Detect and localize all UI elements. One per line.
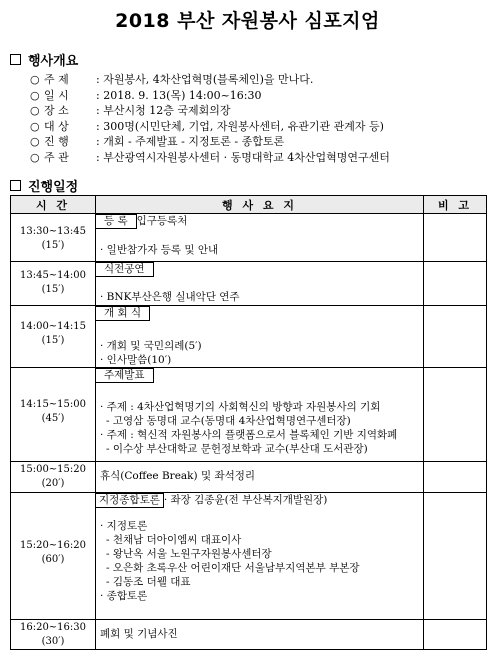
schedule-table: [10, 195, 487, 650]
note-cell: [424, 262, 487, 306]
table-row: [11, 462, 487, 493]
circle-bullet-icon: ○: [30, 104, 40, 118]
table-row: [11, 493, 487, 620]
note-cell: [424, 368, 487, 462]
program-cell: 폐회 및 기념사진: [96, 620, 424, 650]
column-header: 시 간: [11, 196, 96, 214]
overview-item: ○ 장 소 : 부산시청 12층 국제회의장: [30, 104, 231, 118]
note-cell: [424, 306, 487, 368]
session-tag: 개 회 식: [95, 306, 150, 321]
circle-bullet-icon: ○: [30, 73, 40, 86]
table-row: [11, 306, 487, 368]
session-tag: 등 록: [95, 214, 137, 229]
time-cell: 14:15~15:00 (45′): [11, 368, 96, 462]
page-title: 2018 부산 자원봉사 심포지엄: [115, 10, 380, 32]
circle-bullet-icon: ○: [30, 135, 40, 149]
table-row: [11, 368, 487, 462]
circle-bullet-icon: ○: [30, 88, 40, 102]
note-cell: [424, 620, 487, 650]
session-tag: 지정종합토론: [95, 493, 164, 508]
time-cell: 13:45~14:00 (15′): [11, 262, 96, 306]
table-row: [11, 262, 487, 306]
note-cell: [424, 462, 487, 493]
overview-item: ○ 일 시 : 2018. 9. 13(목) 14:00~16:30: [30, 88, 262, 102]
circle-bullet-icon: ○: [30, 150, 40, 164]
overview-item: ○ 주 제 : 자원봉사, 4차산업혁명(블록체인)을 만나다.: [30, 73, 314, 86]
table-row: [11, 214, 487, 262]
program-cell: 지정종합토론 · 좌장 김종윤(전 부산복지개발원장) · 지정토론 - 천채남 더아이엠씨 대표이사 - 왕난옥 서울 노원구자원봉사센터장 - 오은화 초록우산 어린이재단 서울남부지역본부 부본장 - 김동조 더웰 대표 · 종합토론: [96, 493, 424, 620]
time-cell: 15:20~16:20 (60′): [11, 493, 96, 620]
time-cell: 16:20~16:30 (30′): [11, 620, 96, 650]
time-cell: 14:00~14:15 (15′): [11, 306, 96, 368]
time-cell: 15:00~15:20 (20′): [11, 462, 96, 493]
note-cell: [424, 493, 487, 620]
schedule-heading: 진행일정: [10, 176, 78, 195]
session-tag: 식전공연: [95, 262, 154, 277]
column-header: 비 고: [424, 196, 487, 214]
overview-item: ○ 대 상 : 300명(시민단체, 기업, 자원봉사센터, 유관기관 관계자 등): [30, 119, 384, 133]
time-cell: 13:30~13:45 (15′): [11, 214, 96, 262]
overview-heading: 행사개요: [10, 50, 78, 69]
overview-item: ○ 진 행 : 개회 - 주제발표 - 지정토론 - 종합토론: [30, 135, 285, 149]
program-cell: 식전공연 · BNK부산은행 실내악단 연주: [96, 262, 424, 306]
session-tag: 주제발표: [95, 368, 154, 383]
program-cell: 휴식(Coffee Break) 및 좌석정리: [96, 462, 424, 493]
overview-item: ○ 주 관 : 부산광역시자원봉사센터 · 동명대학교 4차산업혁명연구센터: [30, 150, 390, 164]
column-header: 행 사 요 지: [96, 196, 424, 214]
note-cell: [424, 214, 487, 262]
circle-bullet-icon: ○: [30, 119, 40, 133]
overview-list: [30, 72, 390, 166]
table-header-row: [11, 196, 487, 214]
square-bullet-icon: [10, 180, 21, 191]
square-bullet-icon: [10, 54, 21, 65]
table-row: [11, 620, 487, 650]
program-cell: 주제발표 · 주제 : 4차산업혁명기의 사회혁신의 방향과 자원봉사의 기회 - 고영삼 동명대 교수(동명대 4차산업혁명연구센터장) · 주제 : 혁신적 자원봉사의 플랫폼으로서 블록체인 기반 지역화폐 - 이수상 부산대학교 문헌정보학과 교수(부산대 도서관장): [96, 368, 424, 462]
program-cell: 개 회 식 · 개회 및 국민의례(5′) · 인사말씀(10′): [96, 306, 424, 368]
program-cell: 등 록 입구등록처 · 일반참가자 등록 및 안내: [96, 214, 424, 262]
